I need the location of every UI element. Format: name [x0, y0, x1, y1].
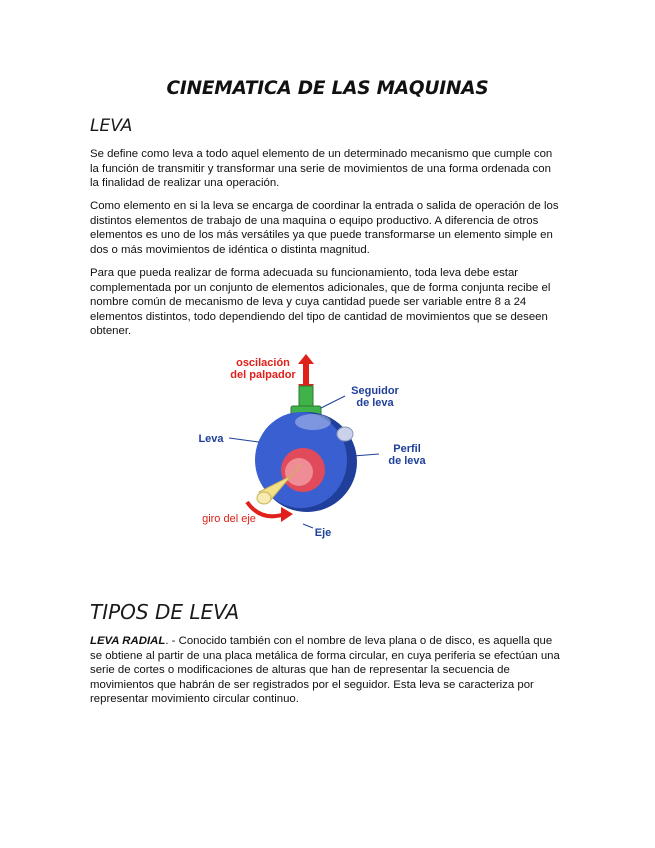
label-oscillation-2: del palpador — [230, 369, 296, 381]
label-oscillation-1: oscilación — [236, 357, 290, 369]
paragraph-definition: Se define como leva a todo aquel elemento de un determinado mecanismo que cumple con la función de transmitir y transformar una serie de movimientos de una forma ordenada con la finalidad de realizar una operación. — [90, 148, 553, 190]
label-profile-1: Perfil — [393, 443, 421, 455]
hub-icon — [281, 448, 325, 492]
label-profile-2: de leva — [388, 455, 426, 467]
cam-diagram — [195, 352, 457, 542]
label-rotation: giro del eje — [202, 513, 256, 525]
label-follower-2: de leva — [356, 397, 394, 409]
section-heading-leva: LEVA — [90, 116, 133, 136]
cam-mechanism-figure — [195, 352, 457, 542]
leva-radial-text: . - Conocido también con el nombre de leva plana o de disco, es aquella que se obtiene al partir de una placa metálica de forma circular, en cuya periferia se efectúan una serie de cortes o modificaciones de alturas que han de representar la secuencia de movimientos que habrán de ser registrados por el seguidor. Esta leva se caracteriza por representar movimiento circular continuo. — [90, 635, 560, 706]
follower-icon — [291, 386, 321, 416]
section-heading-tipos: TIPOS DE LEVA — [90, 600, 240, 624]
label-cam: Leva — [198, 433, 224, 445]
label-shaft: Eje — [314, 527, 332, 539]
page-title: CINEMATICA DE LAS MAQUINAS — [166, 78, 489, 99]
paragraph-components: Para que pueda realizar de forma adecuada su funcionamiento, toda leva debe estar complementada por un conjunto de elementos adicionales, que de forma conjunta recibe el nombre común de mecanismo de leva y cuya cantidad puede ser variable entre 8 a 24 elementos distintos, todo dependiendo del tipo de cantidad de movimientos que se deseen obtener. — [90, 267, 551, 338]
paragraph-function: Como elemento en si la leva se encarga de coordinar la entrada o salida de operación de los distintos elementos de trabajo de una maquina o equipo productivo. A diferencia de otros elementos es uno de los más versátiles ya que puede transformarse un elemento simple en dos o más movimientos de idéntica o distinta magnitud. — [90, 200, 559, 256]
label-follower-1: Seguidor — [351, 385, 399, 397]
paragraph-leva-radial — [90, 634, 560, 707]
leva-radial-term: LEVA RADIAL — [90, 635, 166, 647]
